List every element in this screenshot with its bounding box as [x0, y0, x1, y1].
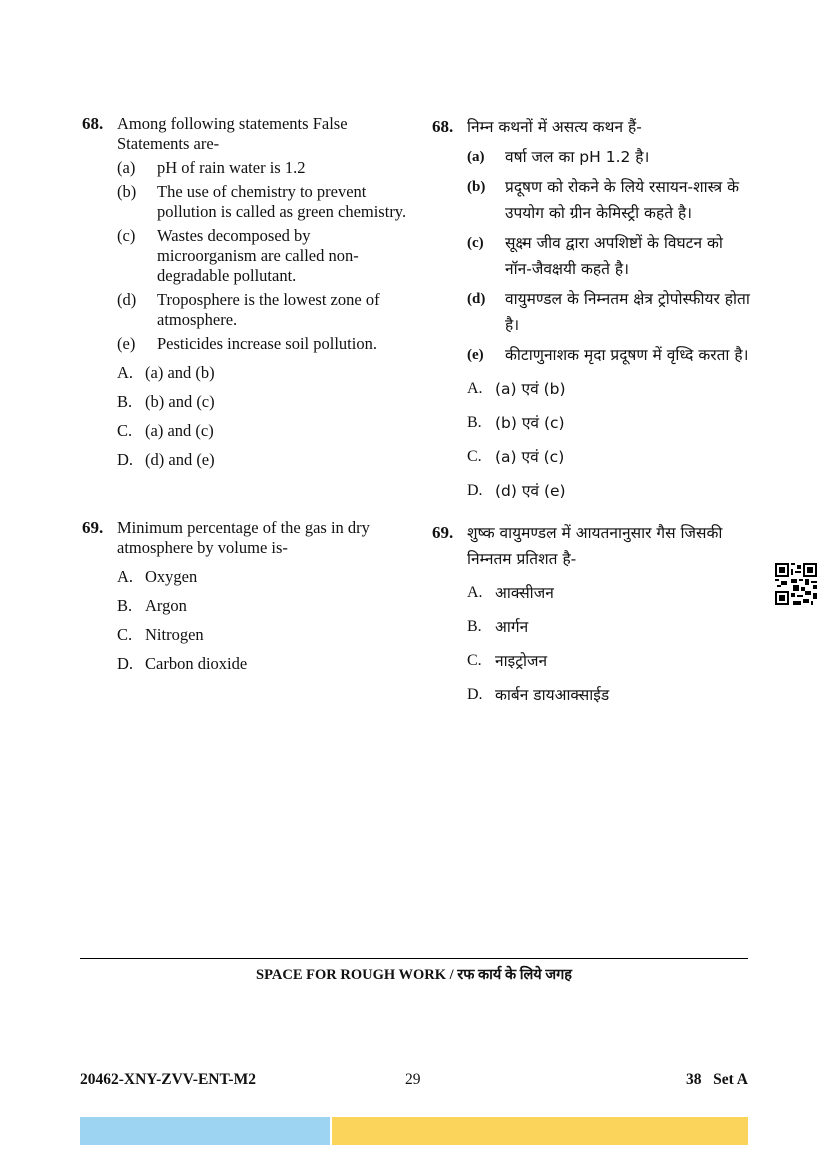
- rough-work-heading: SPACE FOR ROUGH WORK / रफ कार्य के लिये जगह: [256, 967, 572, 983]
- footer-bar-blue: [80, 1117, 330, 1145]
- option-b: B. (b) एवं (c): [467, 414, 565, 432]
- option-c: C. Nitrogen: [117, 625, 204, 644]
- rough-work-divider: [80, 958, 748, 959]
- option-c: C. (a) and (c): [117, 421, 214, 440]
- statement-c: (c) सूक्ष्म जीव द्वारा अपशिष्टों के विघटन को नॉन-जैवक्षयी कहते है।: [467, 234, 723, 278]
- statement-c: (c) Wastes decomposed by microorganism are called non-degradable pollutant.: [117, 226, 359, 285]
- statement-d: (d) Troposphere is the lowest zone of atmosphere.: [117, 290, 380, 329]
- statement-d: (d) वायुमण्डल के निम्नतम क्षेत्र ट्रोपोस्फीयर होता है।: [467, 290, 750, 334]
- footer-bar-yellow: [332, 1117, 748, 1145]
- option-d: D. (d) एवं (e): [467, 482, 566, 500]
- question-text: शुष्क वायुमण्डल में आयतनानुसार गैस जिसकी निम्नतम प्रतिशत है-: [467, 524, 723, 568]
- statement-a: (a) वर्षा जल का pH 1.2 है।: [467, 148, 650, 166]
- question-number: 69.: [432, 523, 454, 542]
- option-a: A. (a) and (b): [117, 363, 215, 382]
- question-text: Minimum percentage of the gas in dry atmosphere by volume is-: [117, 518, 370, 557]
- question-text: निम्न कथनों में असत्य कथन हैं-: [467, 118, 642, 136]
- set-label: 38 Set A: [686, 1071, 748, 1088]
- page-number: 29: [405, 1071, 421, 1088]
- qr-code-icon: [775, 563, 817, 605]
- option-a: A. आक्सीजन: [467, 584, 554, 602]
- hindi-column: [432, 114, 752, 708]
- question-69-en: [82, 518, 412, 674]
- statement-a: (a) pH of rain water is 1.2: [117, 158, 306, 177]
- option-b: B. Argon: [117, 596, 187, 615]
- statement-e: (e) कीटाणुनाशक मृदा प्रदूषण में वृध्दि करता है।: [467, 346, 749, 364]
- question-69-hi: [432, 520, 752, 708]
- option-c: C. नाइट्रोजन: [467, 652, 548, 670]
- english-column: [82, 114, 412, 674]
- option-d: D. (d) and (e): [117, 450, 215, 469]
- question-text: Among following statements False Statements are-: [117, 114, 348, 153]
- option-c: C. (a) एवं (c): [467, 448, 565, 466]
- statement-e: (e) Pesticides increase soil pollution.: [117, 334, 377, 353]
- option-b: B. आर्गन: [467, 618, 529, 636]
- option-d: D. Carbon dioxide: [117, 654, 248, 673]
- option-b: B. (b) and (c): [117, 392, 215, 411]
- question-number: 69.: [82, 518, 104, 537]
- statement-b: (b) प्रदूषण को रोकने के लिये रसायन-शास्त्र के उपयोग को ग्रीन केमिस्ट्री कहते है।: [467, 178, 740, 222]
- option-a: A. Oxygen: [117, 567, 198, 586]
- paper-code: 20462-XNY-ZVV-ENT-M2: [80, 1071, 256, 1088]
- question-number: 68.: [432, 117, 454, 136]
- question-68-hi: [432, 114, 752, 504]
- question-number: 68.: [82, 114, 104, 133]
- option-a: A. (a) एवं (b): [467, 380, 566, 398]
- question-68-en: [82, 114, 412, 470]
- option-d: D. कार्बन डायआक्साईड: [467, 686, 610, 704]
- statement-b: (b) The use of chemistry to prevent pollution is called as green chemistry.: [117, 182, 407, 221]
